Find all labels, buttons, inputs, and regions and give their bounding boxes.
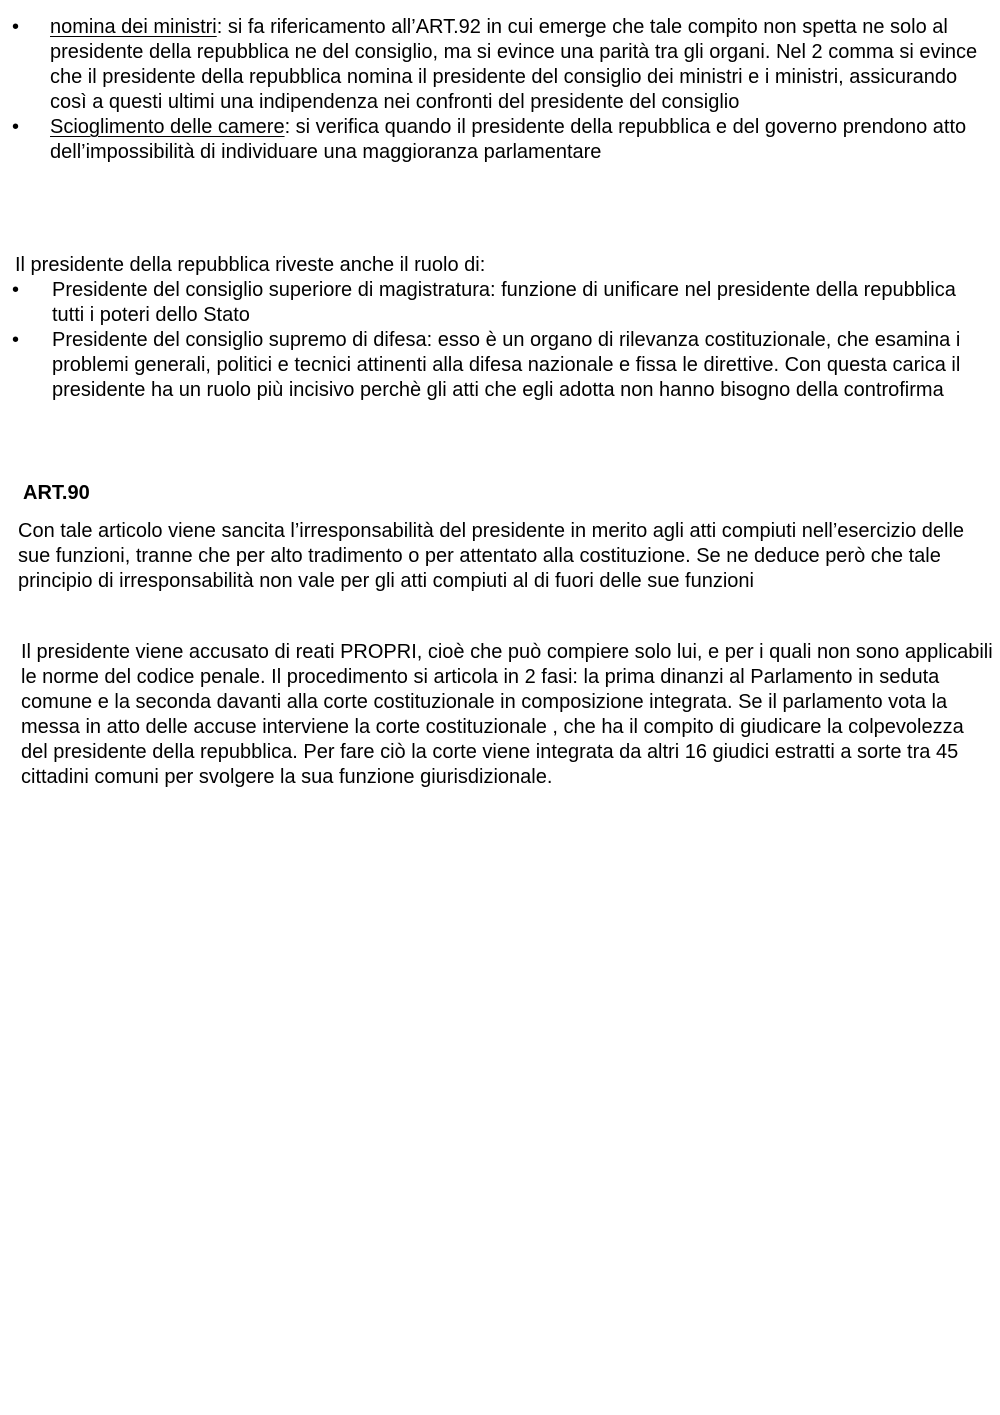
bullet-icon: • xyxy=(12,116,20,138)
item-text: : si fa rifericamento all’ART.92 in cui emerge che tale compito non spetta ne solo al presidente della repubblica ne del consiglio, ma si evince una parità tra gli organi. Nel 2 comma si evince che il presidente della repubblica nomina il presidente del consiglio dei ministri e i ministri, assicurando così a questi ultimi una indipendenza nei confronti del presidente del consiglio xyxy=(50,16,978,113)
list-item-consiglio-difesa xyxy=(12,328,990,403)
list-item-csm xyxy=(12,278,990,328)
item-text: Presidente del consiglio superiore di magistratura: funzione di unificare nel presidente della repubblica tutti i poteri dello Stato xyxy=(52,279,956,326)
roles-list xyxy=(12,278,990,403)
term-nomina-ministri: nomina dei ministri xyxy=(50,16,217,38)
list-item-scioglimento-camere xyxy=(12,115,992,165)
item-text: : si verifica quando il presidente della repubblica e del governo prendono atto dell’impossibilità di individuare una maggioranza parlamentare xyxy=(50,116,967,163)
item-text: Presidente del consiglio supremo di difesa: esso è un organo di rilevanza costituzionale, che esamina i problemi generali, politici e tecnici attinenti alla difesa nazionale e fissa le direttive. Con questa carica il presidente ha un ruolo più incisivo perchè gli atti che egli adotta non hanno bisogno della controfirma xyxy=(52,329,961,401)
bullet-icon: • xyxy=(12,329,20,351)
powers-list-section xyxy=(12,15,992,165)
powers-list xyxy=(12,15,992,165)
art90-heading: ART.90 xyxy=(23,482,90,504)
art90-paragraph-1: Con tale articolo viene sancita l’irresponsabilità del presidente in merito agli atti compiuti nell’esercizio delle sue funzioni, tranne che per alto tradimento o per attentato alla costituzione. Se ne deduce però che tale principio di irresponsabilità non vale per gli atti compiuti al di fuori delle sue funzioni xyxy=(18,520,965,592)
term-scioglimento-camere: Scioglimento delle camere xyxy=(50,116,285,138)
other-roles-section xyxy=(12,253,990,403)
other-roles-intro: Il presidente della repubblica riveste anche il ruolo di: xyxy=(15,254,486,276)
bullet-icon: • xyxy=(12,16,20,38)
bullet-icon: • xyxy=(12,279,20,301)
list-item-nomina-ministri xyxy=(12,15,992,115)
art90-paragraph-2: Il presidente viene accusato di reati PROPRI, cioè che può compiere solo lui, e per i quali non sono applicabili le norme del codice penale. Il procedimento si articola in 2 fasi: la prima dinanzi al Parlamento in seduta comune e la seconda davanti alla corte costituzionale in composizione integrata. Se il parlamento vota la messa in atto delle accuse interviene la corte costituzionale , che ha il compito di giudicare la colpevolezza del presidente della repubblica. Per fare ciò la corte viene integrata da altri 16 giudici estratti a sorte tra 45 cittadini comuni per svolgere la sua funzione giurisdizionale. xyxy=(21,641,993,788)
